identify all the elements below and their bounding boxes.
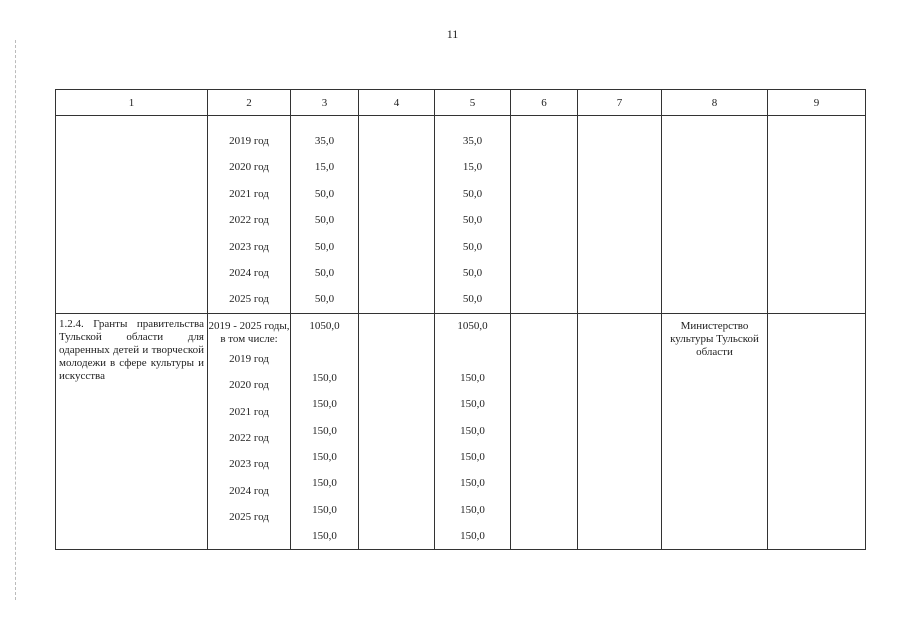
amount-value: 50,0 [462, 187, 483, 200]
year-label: 2024 год [229, 266, 269, 279]
year-label: 2023 год [229, 458, 269, 471]
amount-value: 150,0 [312, 371, 337, 384]
col6-cell [511, 313, 578, 550]
col4-cell [359, 313, 435, 550]
year-label: 2021 год [229, 187, 269, 200]
column-header: 3 [291, 90, 359, 116]
table-row [56, 313, 866, 550]
col6-cell [511, 116, 578, 314]
column-header: 2 [208, 90, 291, 116]
col9-cell [768, 313, 866, 550]
year-label: 2019 год [229, 352, 269, 365]
table-row [56, 116, 866, 314]
amount-value: 15,0 [314, 161, 335, 174]
program-table [55, 89, 866, 550]
col3-cell [291, 313, 359, 550]
col9-cell [768, 116, 866, 314]
table-header-row [56, 90, 866, 116]
amount-value: 15,0 [462, 161, 483, 174]
col4-cell [359, 116, 435, 314]
column-header: 6 [511, 90, 578, 116]
page-number: 11 [446, 27, 459, 41]
years-cell [208, 116, 291, 314]
total-value: 1050,0 [457, 319, 488, 332]
column-header: 9 [768, 90, 866, 116]
amount-value: 150,0 [460, 450, 485, 463]
amount-value: 50,0 [314, 266, 335, 279]
amount-value: 50,0 [462, 266, 483, 279]
year-label: 2020 год [229, 379, 269, 392]
organization-name: Министерство культуры Тульской области [670, 319, 759, 358]
year-label: 2022 год [229, 431, 269, 444]
organization-cell [662, 313, 768, 550]
amount-value: 50,0 [462, 214, 483, 227]
amount-value: 150,0 [460, 477, 485, 490]
col7-cell [578, 116, 662, 314]
amount-value: 150,0 [312, 477, 337, 490]
total-value: 1050,0 [309, 319, 340, 332]
amount-value: 150,0 [460, 398, 485, 411]
col3-cell [291, 116, 359, 314]
col5-cell [435, 313, 511, 550]
amount-value: 50,0 [314, 240, 335, 253]
amount-value: 150,0 [460, 371, 485, 384]
amount-value: 50,0 [462, 293, 483, 306]
amount-value: 150,0 [312, 450, 337, 463]
year-label: 2025 год [229, 511, 269, 524]
amount-value: 35,0 [314, 135, 335, 147]
amount-value: 150,0 [312, 530, 337, 543]
column-header: 5 [435, 90, 511, 116]
amount-value: 50,0 [314, 293, 335, 306]
amount-value: 150,0 [312, 398, 337, 411]
column-header: 8 [662, 90, 768, 116]
year-label: 2020 год [229, 161, 269, 174]
year-label: 2025 год [229, 293, 269, 306]
amount-value: 50,0 [314, 214, 335, 227]
col8-cell [662, 116, 768, 314]
amount-value: 35,0 [462, 135, 483, 147]
year-label: 2021 год [229, 405, 269, 418]
year-label: 2023 год [229, 240, 269, 253]
col5-cell [435, 116, 511, 314]
column-header: 7 [578, 90, 662, 116]
column-header: 4 [359, 90, 435, 116]
column-header: 1 [56, 90, 208, 116]
amount-value: 50,0 [462, 240, 483, 253]
year-label: 2024 год [229, 484, 269, 497]
years-cell [208, 313, 291, 550]
amount-value: 150,0 [312, 503, 337, 516]
binding-margin-line [15, 40, 16, 600]
year-label: 2022 год [229, 214, 269, 227]
amount-value: 150,0 [312, 424, 337, 437]
year-label: 2019 год [229, 135, 269, 147]
period-label: 2019 - 2025 годы, в том числе: [208, 319, 290, 345]
col7-cell [578, 313, 662, 550]
amount-value: 150,0 [460, 530, 485, 543]
description-cell [56, 116, 208, 314]
amount-value: 50,0 [314, 187, 335, 200]
amount-value: 150,0 [460, 424, 485, 437]
description-cell: 1.2.4. Гранты правительства Тульской области для одаренных детей и творческой молодежи в сфере культуры и искусства [56, 313, 208, 550]
amount-value: 150,0 [460, 503, 485, 516]
